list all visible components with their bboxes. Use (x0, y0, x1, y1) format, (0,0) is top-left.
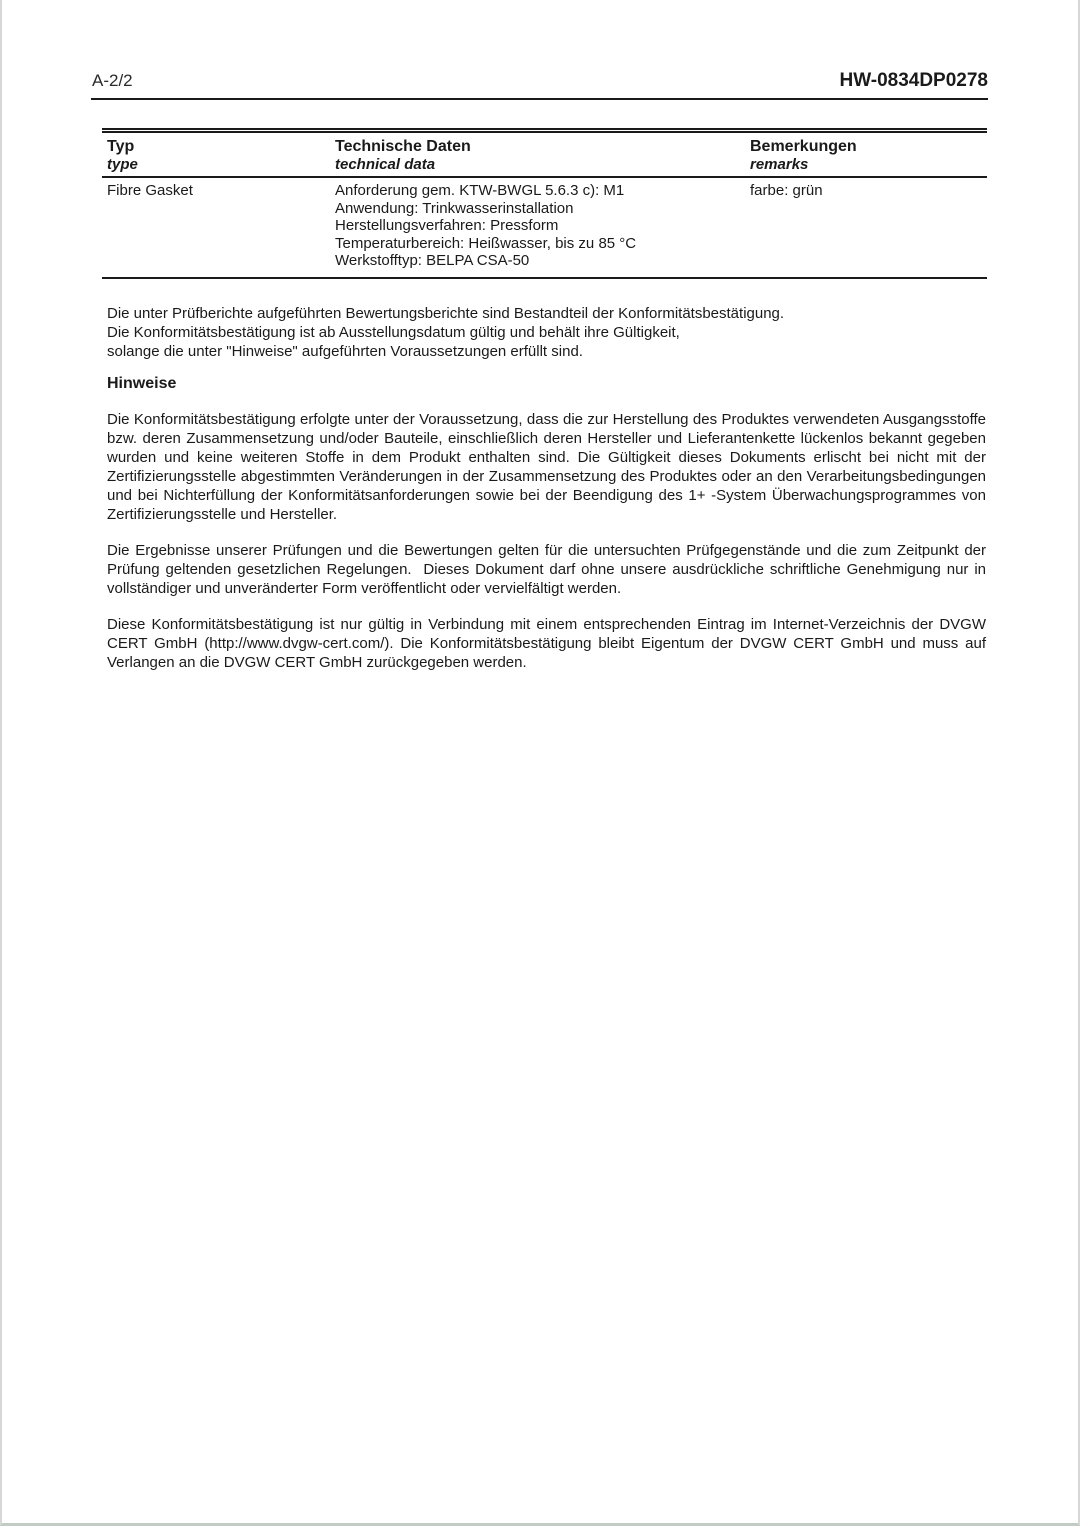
column-header-technische-daten (330, 137, 745, 174)
column-header-typ (102, 137, 330, 174)
column-header-bemerkungen-en: remarks (750, 156, 809, 173)
notes-paragraph-2: Die Ergebnisse unserer Prüfungen und die Bewertungen gelten für die untersuchten Prüfgegenstände und die zum Zeitpunkt der Prüfung geltenden gesetzlichen Regelungen. Dieses Dokument darf ohne unsere ausdrückliche schriftliche Genehmigung nur in vollständiger und unveränderter Form veröffentlicht oder vervielfältigt werden. (107, 541, 986, 597)
technical-data-line: Anforderung gem. KTW-BWGL 5.6.3 c): M1 (335, 182, 625, 199)
page-reference: A-2/2 (92, 71, 133, 90)
table-row (102, 178, 987, 279)
validity-statement (107, 304, 986, 361)
cell-remarks: farbe: grün (750, 182, 823, 199)
technical-data-line: Herstellungsverfahren: Pressform (335, 217, 559, 234)
notes-paragraph-1: Die Konformitätsbestätigung erfolgte unter der Voraussetzung, dass die zur Herstellung des Produktes verwendeten Ausgangsstoffe bzw. deren Zusammensetzung und/oder Bauteile, einschließlich deren Hersteller und Lieferantenkette lückenlos bekannt gegeben wurden und keine weiteren Stoffe in dem Produkt enthalten sind. Die Gültigkeit dieses Dokuments erlischt bei nicht mit der Zertifizierungsstelle abgestimmten Veränderungen in der Zusammensetzung des Produktes oder an den Verarbeitungsbedingungen und bei Nichterfüllung der Konformitätsanforderungen sowie bei der Beendigung des 1+ -System Überwachungsprogrammes von Zertifizierungsstelle und Hersteller. (107, 410, 986, 523)
table-header-row (102, 128, 987, 178)
column-header-bemerkungen-de: Bemerkungen (750, 138, 857, 155)
notes-heading: Hinweise (107, 374, 177, 392)
column-header-bemerkungen (745, 137, 987, 174)
technical-data-line: Werkstofftyp: BELPA CSA-50 (335, 252, 530, 269)
notes-paragraph-3: Diese Konformitätsbestätigung ist nur gültig in Verbindung mit einem entsprechenden Eintrag im Internet-Verzeichnis der DVGW CERT GmbH (http://www.dvgw-cert.com/). Die Konformitätsbestätigung bleibt Eigentum der DVGW CERT GmbH und muss auf Verlangen an die DVGW CERT GmbH zurückgegeben werden. (107, 615, 986, 671)
column-header-technische-daten-en: technical data (335, 156, 436, 173)
document-page (2, 0, 1078, 672)
cell-type: Fibre Gasket (107, 182, 193, 199)
technical-data-line: Temperaturbereich: Heißwasser, bis zu 85 °C (335, 234, 637, 252)
document-number: HW-0834DP0278 (839, 70, 988, 91)
validity-line: solange die unter "Hinweise" aufgeführten Voraussetzungen erfüllt sind. (107, 342, 583, 360)
column-header-typ-en: type (107, 156, 138, 173)
column-header-typ-de: Typ (107, 138, 135, 155)
document-header (92, 70, 988, 91)
header-divider (91, 98, 988, 100)
column-header-technische-daten-de: Technische Daten (335, 138, 471, 155)
technical-data-line: Anwendung: Trinkwasserinstallation (335, 199, 574, 217)
technical-data-table (102, 128, 987, 279)
validity-line: Die unter Prüfberichte aufgeführten Bewertungsberichte sind Bestandteil der Konformitätsbestätigung. (107, 304, 785, 322)
validity-line: Die Konformitätsbestätigung ist ab Ausstellungsdatum gültig und behält ihre Gültigkeit, (107, 323, 680, 341)
cell-technical-data (330, 182, 745, 270)
document-body (107, 304, 986, 672)
